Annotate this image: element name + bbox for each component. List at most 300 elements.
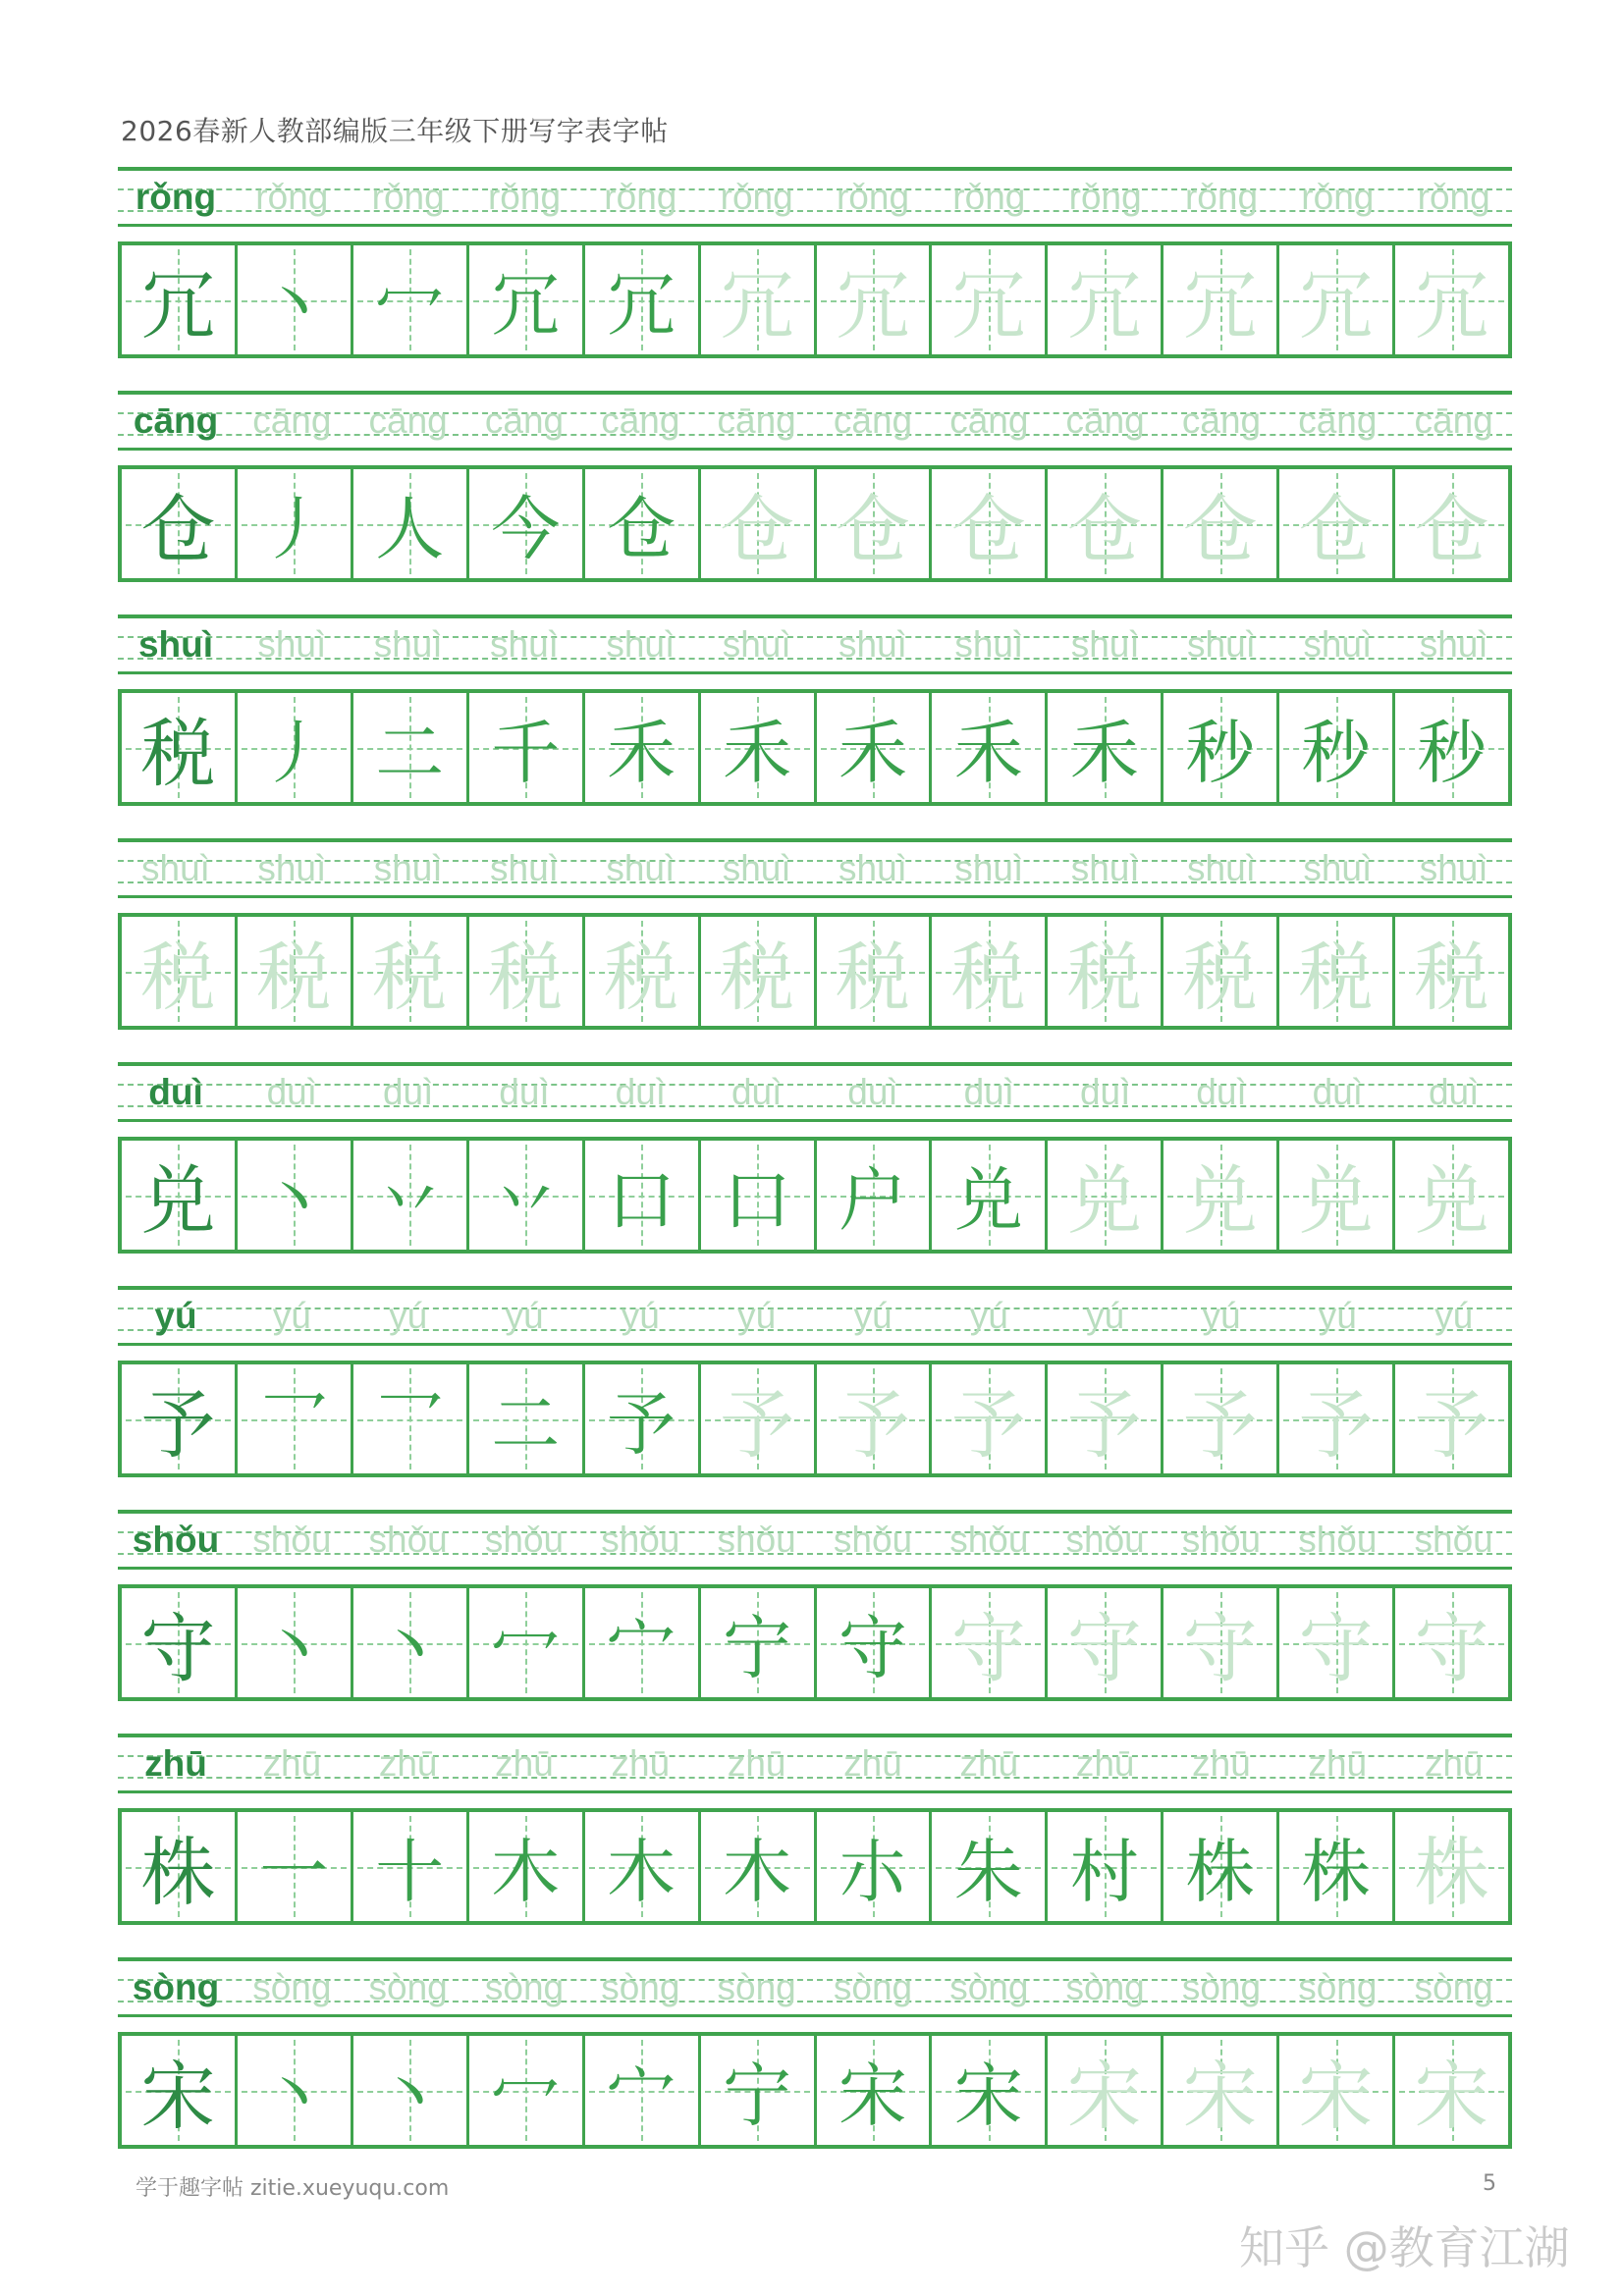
grid-cell[interactable] bbox=[932, 693, 1048, 802]
grid-cell[interactable] bbox=[817, 693, 933, 802]
pinyin-guide-line bbox=[118, 2014, 1512, 2017]
trace-character: 予 bbox=[835, 1381, 910, 1468]
pinyin-trace: yú bbox=[853, 1296, 893, 1336]
grid-cell[interactable] bbox=[817, 1812, 933, 1921]
stroke-order-step: 丷 bbox=[491, 1160, 561, 1241]
grid-cell[interactable] bbox=[238, 469, 353, 578]
grid-cell[interactable] bbox=[238, 1588, 353, 1697]
stroke-order-step: 秒 bbox=[1417, 713, 1487, 793]
grid-cell[interactable] bbox=[1279, 469, 1395, 578]
grid-cell[interactable] bbox=[1048, 1812, 1163, 1921]
trace-character: 税 bbox=[1182, 934, 1258, 1021]
grid-cell[interactable] bbox=[353, 2036, 469, 2145]
grid-cell[interactable] bbox=[1279, 1588, 1395, 1697]
grid-cell[interactable] bbox=[701, 1588, 817, 1697]
page-title: 2026春新人教部编版三年级下册写字表字帖 bbox=[121, 115, 669, 147]
trace-character: 守 bbox=[1066, 1605, 1142, 1692]
model-character: 税 bbox=[140, 710, 216, 797]
stroke-order-step: 株 bbox=[1301, 1832, 1371, 1912]
pinyin-trace: shǒu bbox=[601, 1520, 680, 1560]
grid-cell[interactable] bbox=[238, 693, 353, 802]
trace-character: 宋 bbox=[1066, 2053, 1142, 2140]
grid-cell[interactable] bbox=[1395, 469, 1508, 578]
grid-cell[interactable] bbox=[238, 1141, 353, 1250]
stroke-order-step: 予 bbox=[607, 1384, 676, 1465]
pinyin-guide-line bbox=[118, 224, 1512, 227]
pinyin-trace: yú bbox=[621, 1296, 660, 1336]
grid-cell[interactable] bbox=[353, 1141, 469, 1250]
pinyin-trace: shuì bbox=[1303, 624, 1373, 665]
tianzige-grid bbox=[118, 1584, 1512, 1701]
grid-cell[interactable] bbox=[1395, 917, 1508, 1026]
grid-cell[interactable] bbox=[353, 1364, 469, 1473]
pinyin-trace: zhū bbox=[1075, 1743, 1135, 1784]
grid-cell[interactable] bbox=[122, 917, 238, 1026]
grid-cell[interactable] bbox=[701, 693, 817, 802]
grid-cell[interactable] bbox=[238, 1364, 353, 1473]
pinyin-guide-line bbox=[118, 671, 1512, 674]
grid-cell[interactable] bbox=[1279, 1364, 1395, 1473]
pinyin-trace: sòng bbox=[484, 1967, 565, 2007]
grid-cell[interactable] bbox=[585, 469, 701, 578]
grid-cell[interactable] bbox=[1163, 1364, 1279, 1473]
model-character: 仓 bbox=[140, 486, 216, 573]
grid-cell[interactable] bbox=[1163, 1812, 1279, 1921]
pinyin-trace: cāng bbox=[601, 400, 680, 441]
pinyin-trace: zhū bbox=[959, 1743, 1019, 1784]
pinyin-label: sòng bbox=[132, 1967, 220, 2007]
pinyin-label: shuì bbox=[141, 848, 210, 888]
pinyin-trace: sòng bbox=[949, 1967, 1029, 2007]
trace-character: 冗 bbox=[835, 262, 910, 349]
pinyin-trace: cāng bbox=[1298, 400, 1378, 441]
grid-cell[interactable] bbox=[1395, 1812, 1508, 1921]
trace-character: 仓 bbox=[720, 486, 795, 573]
pinyin-trace: shuì bbox=[839, 848, 907, 888]
trace-character: 仓 bbox=[835, 486, 910, 573]
grid-cell[interactable] bbox=[1395, 1364, 1508, 1473]
pinyin-trace: rǒng bbox=[371, 177, 445, 217]
pinyin-trace: shuì bbox=[954, 848, 1024, 888]
pinyin-band bbox=[118, 838, 1512, 895]
grid-cell[interactable] bbox=[932, 1141, 1048, 1250]
pinyin-trace: shǒu bbox=[484, 1520, 565, 1560]
grid-cell[interactable] bbox=[1279, 1812, 1395, 1921]
tianzige-grid bbox=[118, 1137, 1512, 1254]
pinyin-guide-line bbox=[118, 1567, 1512, 1570]
pinyin-trace: cāng bbox=[1414, 400, 1493, 441]
grid-cell[interactable] bbox=[701, 469, 817, 578]
pinyin-trace: shuì bbox=[606, 624, 676, 665]
pinyin-band bbox=[118, 1734, 1512, 1790]
stroke-order-step: 丿 bbox=[259, 713, 329, 793]
trace-character: 仓 bbox=[950, 486, 1026, 573]
pinyin-trace: shǒu bbox=[1298, 1520, 1378, 1560]
pinyin-band bbox=[118, 1510, 1512, 1567]
pinyin-trace: rǒng bbox=[604, 177, 677, 217]
grid-cell[interactable] bbox=[122, 693, 238, 802]
stroke-order-step: 口 bbox=[723, 1160, 792, 1241]
stroke-order-step: 二 bbox=[491, 1384, 561, 1465]
pinyin-trace: yú bbox=[969, 1296, 1008, 1336]
pinyin-trace: sòng bbox=[368, 1967, 448, 2007]
grid-cell[interactable] bbox=[932, 1588, 1048, 1697]
model-character: 宋 bbox=[140, 2053, 216, 2140]
stroke-order-step: 禾 bbox=[953, 713, 1023, 793]
stroke-order-step: 守 bbox=[838, 1608, 907, 1688]
stroke-order-step: 丷 bbox=[375, 1160, 445, 1241]
stroke-order-step: 仓 bbox=[607, 489, 676, 569]
grid-cell[interactable] bbox=[817, 469, 933, 578]
stroke-order-step: 秒 bbox=[1301, 713, 1371, 793]
pinyin-trace: zhū bbox=[727, 1743, 786, 1784]
tianzige-grid bbox=[118, 465, 1512, 582]
grid-cell[interactable] bbox=[701, 917, 817, 1026]
grid-cell[interactable] bbox=[1163, 2036, 1279, 2145]
model-character: 冗 bbox=[140, 262, 216, 349]
stroke-order-step: 冖 bbox=[491, 1608, 561, 1688]
grid-cell[interactable] bbox=[701, 2036, 817, 2145]
stroke-order-step: 禾 bbox=[607, 713, 676, 793]
trace-character: 税 bbox=[256, 934, 332, 1021]
grid-cell[interactable] bbox=[469, 2036, 585, 2145]
pinyin-trace: shǒu bbox=[1181, 1520, 1262, 1560]
pinyin-trace: shuì bbox=[1070, 624, 1140, 665]
grid-cell[interactable] bbox=[353, 693, 469, 802]
pinyin-trace: shǒu bbox=[833, 1520, 913, 1560]
grid-cell[interactable] bbox=[353, 917, 469, 1026]
grid-cell[interactable] bbox=[585, 1588, 701, 1697]
grid-cell[interactable] bbox=[469, 1812, 585, 1921]
grid-cell[interactable] bbox=[817, 1364, 933, 1473]
pinyin-label: rǒng bbox=[135, 177, 217, 217]
trace-character: 冗 bbox=[950, 262, 1026, 349]
tianzige-grid bbox=[118, 689, 1512, 806]
pinyin-trace: shuì bbox=[257, 624, 327, 665]
trace-character: 冗 bbox=[1414, 262, 1489, 349]
stroke-order-step: 冖 bbox=[491, 2056, 561, 2136]
grid-cell[interactable] bbox=[932, 469, 1048, 578]
pinyin-trace: rǒng bbox=[255, 177, 329, 217]
stroke-order-step: 朱 bbox=[953, 1832, 1023, 1912]
grid-cell[interactable] bbox=[122, 245, 238, 354]
grid-cell[interactable] bbox=[469, 917, 585, 1026]
pinyin-trace: cāng bbox=[833, 400, 913, 441]
grid-cell[interactable] bbox=[1395, 693, 1508, 802]
grid-cell[interactable] bbox=[932, 917, 1048, 1026]
pinyin-guide-line bbox=[118, 448, 1512, 451]
trace-character: 税 bbox=[1414, 934, 1489, 1021]
pinyin-trace: shǒu bbox=[252, 1520, 332, 1560]
pinyin-trace: sòng bbox=[601, 1967, 680, 2007]
pinyin-trace: rǒng bbox=[836, 177, 910, 217]
grid-cell[interactable] bbox=[817, 1141, 933, 1250]
grid-cell[interactable] bbox=[932, 1364, 1048, 1473]
grid-cell[interactable] bbox=[469, 1141, 585, 1250]
grid-cell[interactable] bbox=[353, 245, 469, 354]
pinyin-trace: shuì bbox=[373, 848, 443, 888]
pinyin-trace: rǒng bbox=[720, 177, 793, 217]
pinyin-band bbox=[118, 1286, 1512, 1343]
pinyin-band bbox=[118, 391, 1512, 448]
pinyin-trace: cāng bbox=[368, 400, 448, 441]
pinyin-trace: yú bbox=[737, 1296, 777, 1336]
grid-cell[interactable] bbox=[238, 245, 353, 354]
pinyin-trace: duì bbox=[382, 1072, 434, 1112]
pinyin-label: shuì bbox=[137, 624, 214, 665]
stroke-order-step: 村 bbox=[1069, 1832, 1139, 1912]
pinyin-trace: sòng bbox=[717, 1967, 796, 2007]
grid-cell[interactable] bbox=[817, 1588, 933, 1697]
trace-character: 税 bbox=[140, 934, 216, 1021]
stroke-order-step: 宁 bbox=[723, 1608, 792, 1688]
trace-character: 仓 bbox=[1182, 486, 1258, 573]
pinyin-trace: duì bbox=[730, 1072, 783, 1112]
grid-cell[interactable] bbox=[817, 2036, 933, 2145]
stroke-order-step: 木 bbox=[491, 1832, 561, 1912]
grid-cell[interactable] bbox=[585, 245, 701, 354]
pinyin-trace: duì bbox=[963, 1072, 1015, 1112]
stroke-order-step: 丶 bbox=[259, 265, 329, 346]
pinyin-trace: cāng bbox=[1181, 400, 1262, 441]
trace-character: 冗 bbox=[1182, 262, 1258, 349]
grid-cell[interactable] bbox=[122, 1812, 238, 1921]
grid-cell[interactable] bbox=[1163, 917, 1279, 1026]
trace-character: 税 bbox=[720, 934, 795, 1021]
grid-cell[interactable] bbox=[1048, 1588, 1163, 1697]
grid-cell[interactable] bbox=[122, 1588, 238, 1697]
stroke-order-step: 丶 bbox=[375, 2056, 445, 2136]
grid-cell[interactable] bbox=[1163, 1141, 1279, 1250]
pinyin-label: zhū bbox=[144, 1743, 207, 1784]
pinyin-trace: duì bbox=[266, 1072, 318, 1112]
grid-cell[interactable] bbox=[701, 1812, 817, 1921]
stroke-order-step: 丶 bbox=[375, 1608, 445, 1688]
stroke-order-step: 禾 bbox=[1069, 713, 1139, 793]
pinyin-trace: cāng bbox=[252, 400, 332, 441]
grid-cell[interactable] bbox=[1048, 693, 1163, 802]
trace-character: 守 bbox=[1414, 1605, 1489, 1692]
grid-cell[interactable] bbox=[469, 693, 585, 802]
grid-cell[interactable] bbox=[1163, 469, 1279, 578]
pinyin-trace: shǒu bbox=[368, 1520, 448, 1560]
grid-cell[interactable] bbox=[1395, 2036, 1508, 2145]
stroke-order-step: 宋 bbox=[953, 2056, 1023, 2136]
grid-cell[interactable] bbox=[1395, 245, 1508, 354]
pinyin-trace: rǒng bbox=[1301, 177, 1375, 217]
grid-cell[interactable] bbox=[701, 245, 817, 354]
pinyin-trace: shǒu bbox=[949, 1520, 1029, 1560]
practice-row bbox=[118, 391, 1512, 614]
pinyin-trace: yú bbox=[272, 1296, 311, 1336]
trace-character: 税 bbox=[604, 934, 679, 1021]
grid-cell[interactable] bbox=[585, 917, 701, 1026]
stroke-order-step: 十 bbox=[375, 1832, 445, 1912]
stroke-order-step: 禾 bbox=[723, 713, 792, 793]
trace-character: 株 bbox=[1414, 1829, 1489, 1916]
tianzige-grid bbox=[118, 1808, 1512, 1925]
grid-cell[interactable] bbox=[932, 1812, 1048, 1921]
grid-cell[interactable] bbox=[353, 469, 469, 578]
grid-cell[interactable] bbox=[1048, 2036, 1163, 2145]
pinyin-trace: shuì bbox=[722, 848, 791, 888]
practice-row bbox=[118, 614, 1512, 838]
grid-cell[interactable] bbox=[585, 693, 701, 802]
grid-cell[interactable] bbox=[1163, 1588, 1279, 1697]
model-character: 兑 bbox=[140, 1157, 216, 1245]
pinyin-label: cāng bbox=[133, 400, 219, 441]
pinyin-trace: duì bbox=[847, 1072, 898, 1112]
pinyin-trace: sòng bbox=[1065, 1967, 1145, 2007]
pinyin-trace: zhū bbox=[843, 1743, 902, 1784]
trace-character: 税 bbox=[950, 934, 1026, 1021]
trace-character: 仓 bbox=[1298, 486, 1374, 573]
pinyin-guide-line bbox=[118, 1119, 1512, 1122]
grid-cell[interactable] bbox=[1279, 917, 1395, 1026]
pinyin-trace: shuì bbox=[257, 848, 327, 888]
grid-cell[interactable] bbox=[122, 2036, 238, 2145]
trace-character: 予 bbox=[1414, 1381, 1489, 1468]
pinyin-trace: shǒu bbox=[1065, 1520, 1145, 1560]
pinyin-trace: sòng bbox=[833, 1967, 913, 2007]
grid-cell[interactable] bbox=[1048, 917, 1163, 1026]
model-character: 予 bbox=[140, 1381, 216, 1468]
stroke-order-step: 宀 bbox=[607, 2056, 676, 2136]
grid-cell[interactable] bbox=[585, 1812, 701, 1921]
trace-character: 兑 bbox=[1066, 1157, 1142, 1245]
stroke-order-step: 乛 bbox=[375, 1384, 445, 1465]
grid-cell[interactable] bbox=[1395, 1588, 1508, 1697]
pinyin-trace: cāng bbox=[949, 400, 1029, 441]
model-character: 株 bbox=[140, 1829, 216, 1916]
grid-cell[interactable] bbox=[1279, 245, 1395, 354]
grid-cell[interactable] bbox=[701, 1364, 817, 1473]
pinyin-trace: yú bbox=[1318, 1296, 1357, 1336]
trace-character: 予 bbox=[1298, 1381, 1374, 1468]
pinyin-trace: duì bbox=[1312, 1072, 1364, 1112]
grid-cell[interactable] bbox=[817, 917, 933, 1026]
pinyin-trace: zhū bbox=[1308, 1743, 1368, 1784]
stroke-order-step: 宋 bbox=[838, 2056, 907, 2136]
trace-character: 冗 bbox=[1066, 262, 1142, 349]
practice-row bbox=[118, 167, 1512, 391]
grid-cell[interactable] bbox=[238, 1812, 353, 1921]
pinyin-trace: yú bbox=[1086, 1296, 1125, 1336]
pinyin-trace: shuì bbox=[722, 624, 791, 665]
grid-cell[interactable] bbox=[122, 1141, 238, 1250]
grid-cell[interactable] bbox=[353, 1812, 469, 1921]
trace-character: 予 bbox=[1182, 1381, 1258, 1468]
pinyin-trace: shǒu bbox=[1414, 1520, 1493, 1560]
footer-site: 学于趣字帖 zitie.xueyuqu.com bbox=[135, 2176, 450, 2201]
pinyin-trace: shuì bbox=[373, 624, 443, 665]
pinyin-trace: shuì bbox=[1303, 848, 1373, 888]
trace-character: 予 bbox=[720, 1381, 795, 1468]
pinyin-trace: rǒng bbox=[487, 177, 562, 217]
pinyin-trace: duì bbox=[1428, 1072, 1480, 1112]
grid-cell[interactable] bbox=[1048, 1364, 1163, 1473]
pinyin-trace: shuì bbox=[1187, 624, 1256, 665]
grid-cell[interactable] bbox=[238, 917, 353, 1026]
trace-character: 宋 bbox=[1298, 2053, 1374, 2140]
trace-character: 守 bbox=[1182, 1605, 1258, 1692]
grid-cell[interactable] bbox=[1279, 2036, 1395, 2145]
trace-character: 守 bbox=[950, 1605, 1026, 1692]
pinyin-trace: shuì bbox=[1070, 848, 1140, 888]
grid-cell[interactable] bbox=[1279, 1141, 1395, 1250]
stroke-order-step: 丶 bbox=[259, 1160, 329, 1241]
practice-row bbox=[118, 1957, 1512, 2181]
grid-cell[interactable] bbox=[469, 469, 585, 578]
pinyin-guide-line bbox=[118, 1790, 1512, 1793]
pinyin-trace: duì bbox=[615, 1072, 667, 1112]
grid-cell[interactable] bbox=[817, 245, 933, 354]
trace-character: 税 bbox=[835, 934, 910, 1021]
stroke-order-step: 株 bbox=[1185, 1832, 1255, 1912]
pinyin-trace: duì bbox=[499, 1072, 550, 1112]
practice-row bbox=[118, 1734, 1512, 1957]
pinyin-trace: rǒng bbox=[1417, 177, 1490, 217]
grid-cell[interactable] bbox=[238, 2036, 353, 2145]
grid-cell[interactable] bbox=[353, 1588, 469, 1697]
grid-cell[interactable] bbox=[585, 2036, 701, 2145]
grid-cell[interactable] bbox=[122, 469, 238, 578]
grid-cell[interactable] bbox=[1163, 245, 1279, 354]
pinyin-trace: shuì bbox=[839, 624, 907, 665]
pinyin-trace: yú bbox=[1202, 1296, 1241, 1336]
pinyin-trace: yú bbox=[505, 1296, 544, 1336]
grid-cell[interactable] bbox=[122, 1364, 238, 1473]
grid-cell[interactable] bbox=[1048, 1141, 1163, 1250]
stroke-order-step: 木 bbox=[607, 1832, 676, 1912]
stroke-order-step: 秒 bbox=[1185, 713, 1255, 793]
trace-character: 仓 bbox=[1414, 486, 1489, 573]
pinyin-trace: zhū bbox=[378, 1743, 438, 1784]
pinyin-trace: shuì bbox=[1187, 848, 1256, 888]
pinyin-trace: zhū bbox=[611, 1743, 671, 1784]
stroke-order-step: 一 bbox=[259, 1832, 329, 1912]
pinyin-trace: yú bbox=[1434, 1296, 1474, 1336]
grid-cell[interactable] bbox=[1048, 245, 1163, 354]
grid-cell[interactable] bbox=[932, 245, 1048, 354]
grid-cell[interactable] bbox=[1048, 469, 1163, 578]
grid-cell[interactable] bbox=[1279, 693, 1395, 802]
stroke-order-step: 宀 bbox=[607, 1608, 676, 1688]
grid-cell[interactable] bbox=[701, 1141, 817, 1250]
grid-cell[interactable] bbox=[585, 1141, 701, 1250]
grid-cell[interactable] bbox=[1395, 1141, 1508, 1250]
stroke-order-step: 木 bbox=[723, 1832, 792, 1912]
stroke-order-step: 千 bbox=[491, 713, 561, 793]
pinyin-label: duì bbox=[148, 1072, 203, 1112]
stroke-order-step: 人 bbox=[375, 489, 445, 569]
pinyin-trace: shuì bbox=[954, 624, 1024, 665]
practice-row bbox=[118, 1510, 1512, 1734]
pinyin-trace: rǒng bbox=[1184, 177, 1259, 217]
grid-cell[interactable] bbox=[1163, 693, 1279, 802]
trace-character: 税 bbox=[488, 934, 564, 1021]
pinyin-trace: sòng bbox=[252, 1967, 332, 2007]
grid-cell[interactable] bbox=[585, 1364, 701, 1473]
grid-cell[interactable] bbox=[932, 2036, 1048, 2145]
practice-row bbox=[118, 1062, 1512, 1286]
stroke-order-step: 兑 bbox=[953, 1160, 1023, 1241]
grid-cell[interactable] bbox=[469, 1588, 585, 1697]
grid-cell[interactable] bbox=[469, 245, 585, 354]
stroke-order-step: 禾 bbox=[838, 713, 907, 793]
grid-cell[interactable] bbox=[469, 1364, 585, 1473]
stroke-order-step: 冗 bbox=[491, 265, 561, 346]
